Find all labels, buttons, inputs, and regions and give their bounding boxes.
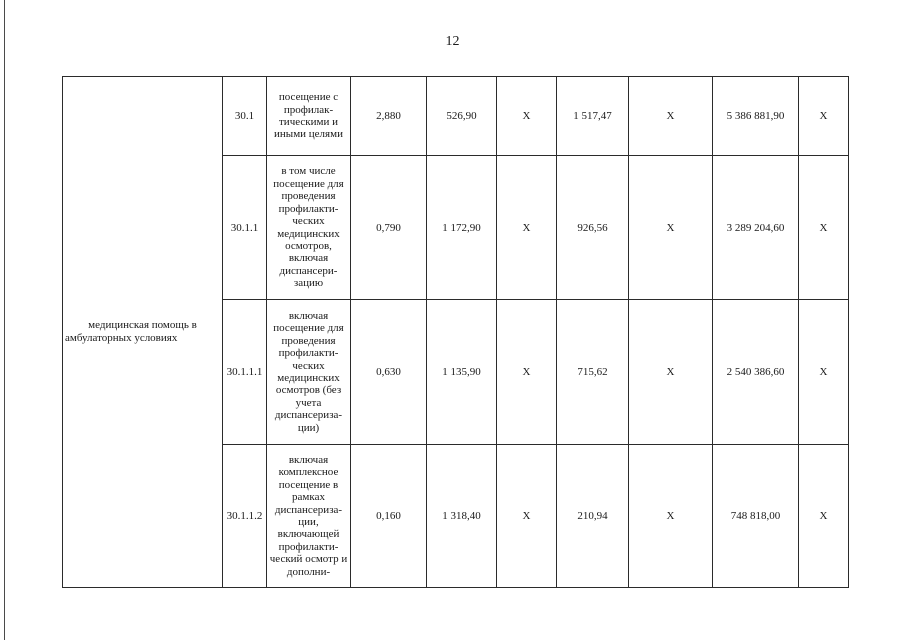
row-x-2: Х <box>629 445 713 588</box>
row-volume: 2,880 <box>351 77 427 156</box>
row-cost-2: 715,62 <box>557 300 629 445</box>
row-total: 3 289 204,60 <box>713 156 799 300</box>
row-description: включая посещение для проведения профилакти-ческих медицинских осмотров (без учета диспансериза-ции) <box>267 300 351 445</box>
row-x-1: Х <box>497 445 557 588</box>
row-total: 2 540 386,60 <box>713 300 799 445</box>
row-cost-1: 1 172,90 <box>427 156 497 300</box>
row-volume: 0,160 <box>351 445 427 588</box>
row-x-1: Х <box>497 156 557 300</box>
row-x-3: Х <box>799 77 849 156</box>
row-x-3: Х <box>799 445 849 588</box>
page-left-edge <box>4 0 5 640</box>
row-code: 30.1.1.1 <box>223 300 267 445</box>
row-cost-1: 526,90 <box>427 77 497 156</box>
row-description: в том числе посещение для проведения профилакти-ческих медицинских осмотров, включая диспансери-зацию <box>267 156 351 300</box>
row-x-3: Х <box>799 300 849 445</box>
row-total: 5 386 881,90 <box>713 77 799 156</box>
page-number: 12 <box>445 34 460 49</box>
row-x-1: Х <box>497 300 557 445</box>
row-description: посещение с профилак-тическими и иными целями <box>267 77 351 156</box>
section-label-cell: медицинская помощь в амбулаторных условиях <box>63 77 223 588</box>
row-cost-2: 1 517,47 <box>557 77 629 156</box>
row-cost-2: 926,56 <box>557 156 629 300</box>
row-cost-1: 1 318,40 <box>427 445 497 588</box>
row-cost-2: 210,94 <box>557 445 629 588</box>
row-x-1: Х <box>497 77 557 156</box>
row-code: 30.1.1 <box>223 156 267 300</box>
row-cost-1: 1 135,90 <box>427 300 497 445</box>
row-code: 30.1 <box>223 77 267 156</box>
row-volume: 0,790 <box>351 156 427 300</box>
table-row <box>63 77 849 156</box>
row-code: 30.1.1.2 <box>223 445 267 588</box>
row-x-2: Х <box>629 300 713 445</box>
financing-table <box>62 76 849 588</box>
row-x-3: Х <box>799 156 849 300</box>
row-description: включая комплексное посещение в рамках диспансериза-ции, включающей профилакти-ческий осмотр и дополни- <box>267 445 351 588</box>
row-x-2: Х <box>629 156 713 300</box>
row-total: 748 818,00 <box>713 445 799 588</box>
row-volume: 0,630 <box>351 300 427 445</box>
row-x-2: Х <box>629 77 713 156</box>
